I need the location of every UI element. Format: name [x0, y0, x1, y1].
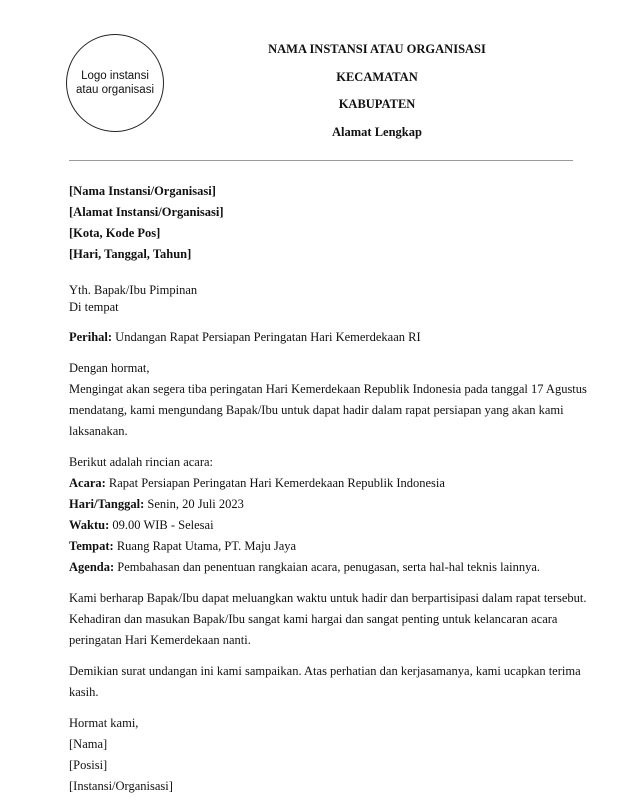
sender-city-postcode: [Kota, Kode Pos]: [69, 226, 161, 240]
detail-label: Waktu:: [69, 518, 110, 532]
closing-line-1: Demikian surat undangan ini kami sampaikan. Atas perhatian dan kerjasamanya, kami ucapkan terima: [69, 664, 581, 678]
signature-name: [Nama]: [69, 737, 108, 751]
hope-line-3: peringatan Hari Kemerdekaan nanti.: [69, 633, 251, 647]
detail-row: [69, 518, 214, 533]
subject-line: [69, 330, 421, 345]
address: Alamat Lengkap: [332, 125, 422, 139]
closing-line-2: kasih.: [69, 685, 99, 699]
signature-salutation: Hormat kami,: [69, 716, 139, 730]
detail-row: [69, 539, 296, 554]
detail-value: 09.00 WIB - Selesai: [109, 518, 214, 532]
logo-placeholder: [66, 34, 164, 132]
detail-label: Tempat:: [69, 539, 114, 553]
hope-line-2: Kehadiran dan masukan Bapak/Ibu sangat kami hargai dan sangat penting untuk kelancaran acara: [69, 612, 558, 626]
detail-row: [69, 560, 540, 575]
recipient-line-2: Di tempat: [69, 300, 119, 314]
detail-row: [69, 497, 244, 512]
signature-organization: [Instansi/Organisasi]: [69, 779, 173, 793]
subject-value: Undangan Rapat Persiapan Peringatan Hari Kemerdekaan RI: [112, 330, 421, 344]
sender-org-name: [Nama Instansi/Organisasi]: [69, 184, 216, 198]
detail-value: Rapat Persiapan Peringatan Hari Kemerdekaan Republik Indonesia: [105, 476, 445, 490]
sender-date: [Hari, Tanggal, Tahun]: [69, 247, 192, 261]
district: KECAMATAN: [336, 70, 418, 84]
signature-position: [Posisi]: [69, 758, 108, 772]
detail-label: Acara:: [69, 476, 106, 490]
hope-line-1: Kami berharap Bapak/Ibu dapat meluangkan waktu untuk hadir dan berpartisipasi dalam rapat tersebut.: [69, 591, 587, 605]
detail-value: Senin, 20 Juli 2023: [144, 497, 244, 511]
letterhead-divider: [69, 160, 573, 161]
recipient-line-1: Yth. Bapak/Ibu Pimpinan: [69, 283, 198, 297]
intro-line-3: laksanakan.: [69, 424, 128, 438]
subject-label: Perihal:: [69, 330, 113, 344]
logo-text-line-2: atau organisasi: [76, 84, 154, 96]
details-intro: Berikut adalah rincian acara:: [69, 455, 214, 469]
greeting: Dengan hormat,: [69, 361, 150, 375]
org-name: NAMA INSTANSI ATAU ORGANISASI: [268, 42, 486, 56]
sender-address: [Alamat Instansi/Organisasi]: [69, 205, 224, 219]
intro-line-2: mendatang, kami mengundang Bapak/Ibu untuk dapat hadir dalam rapat persiapan yang akan kami: [69, 403, 564, 417]
regency: KABUPATEN: [338, 97, 416, 111]
intro-line-1: Mengingat akan segera tiba peringatan Hari Kemerdekaan Republik Indonesia pada tanggal 17 Agustus: [69, 382, 587, 396]
detail-label: Hari/Tanggal:: [69, 497, 145, 511]
detail-label: Agenda:: [69, 560, 115, 574]
logo-text-line-1: Logo instansi: [81, 70, 149, 82]
detail-row: [69, 476, 445, 491]
detail-value: Pembahasan dan penentuan rangkaian acara, penugasan, serta hal-hal teknis lainnya.: [114, 560, 541, 574]
detail-value: Ruang Rapat Utama, PT. Maju Jaya: [113, 539, 297, 553]
